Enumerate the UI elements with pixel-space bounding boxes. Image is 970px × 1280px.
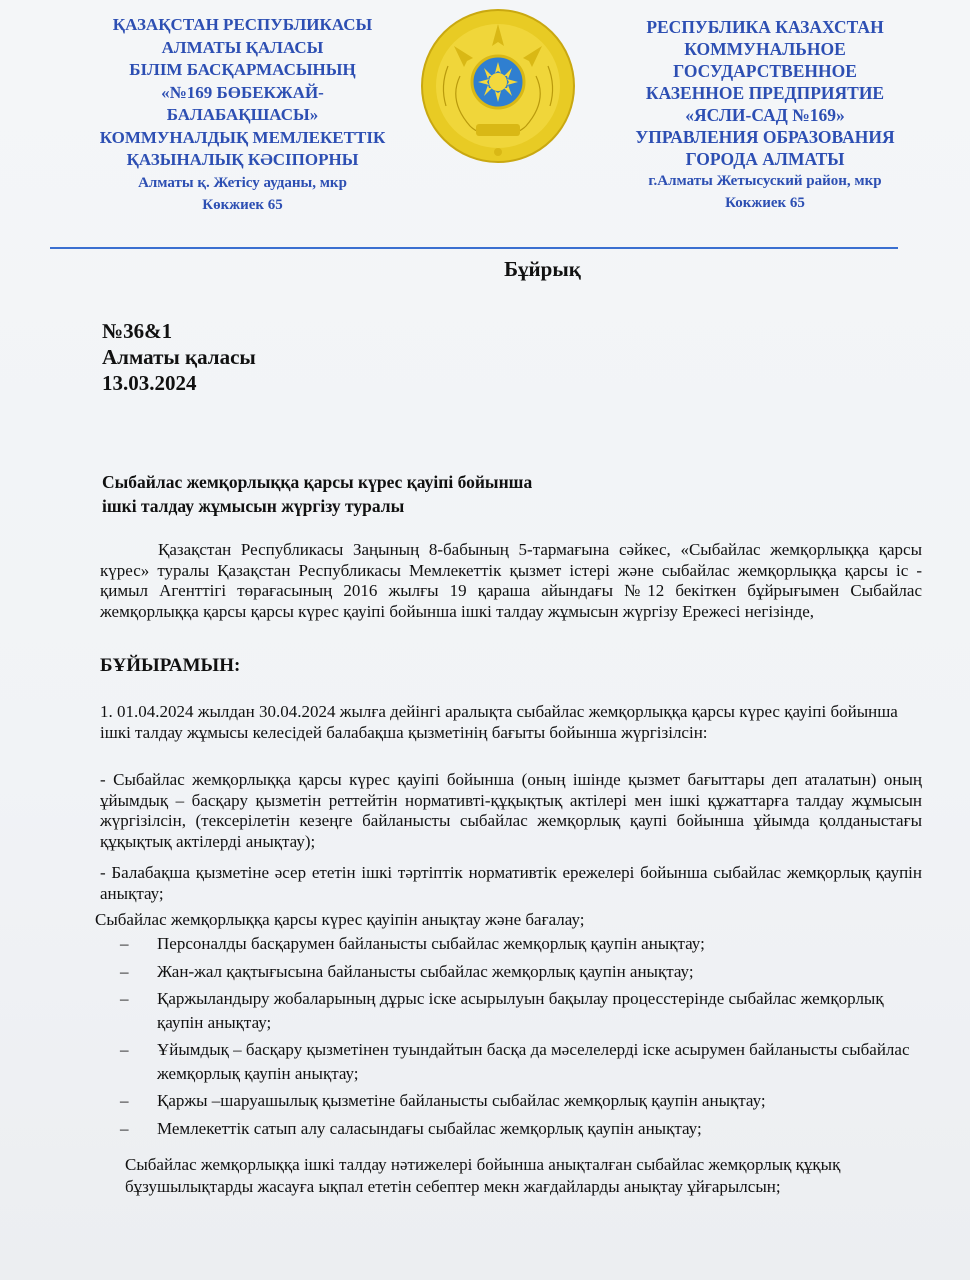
header-line: ҚАЗЫНАЛЫҚ КӘСІПОРНЫ: [126, 150, 359, 169]
order-meta: [102, 318, 256, 396]
order-subject: [102, 470, 662, 518]
header-left-kazakh: [75, 14, 410, 216]
list-item: [120, 1117, 930, 1141]
header-line: УПРАВЛЕНИЯ ОБРАЗОВАНИЯ: [635, 127, 895, 147]
dash-bullet: –: [120, 1040, 129, 1059]
list-item: [120, 1089, 930, 1113]
final-paragraph: Сыбайлас жемқорлыққа ішкі талдау нәтижелері бойынша анықталған сыбайлас жемқорлық құқық бұзушылықтарды жасауға ықпал ететін себептер мекн жағдайларды анықтау ұйғарылсын;: [125, 1155, 841, 1196]
list-item: [120, 1038, 930, 1085]
header-divider: [50, 247, 898, 249]
header-address-line: г.Алматы Жетысуский район, мкр: [648, 173, 882, 189]
direction-item: - Балабақша қызметіне әсер ететін ішкі тәртіптік нормативтік ережелері бойынша сыбайлас жемқорлық қаупін анықтау;: [100, 863, 922, 903]
header-line: «ЯСЛИ-САД №169»: [685, 105, 845, 125]
order-number: №36&1: [102, 319, 173, 343]
header-line: КОММУНАЛДЫҚ МЕМЛЕКЕТТІК: [99, 127, 386, 147]
dash-bullet: –: [120, 961, 129, 981]
subject-line: ішкі талдау жұмысын жүргізу туралы: [102, 496, 405, 516]
direction-item: - Сыбайлас жемқорлыққа қарсы күрес қауіпі бойынша (оның ішінде қызмет бағыттары деп аталатын) оның ұйымдық – басқару қызметін реттейтін нормативті-құқықтық актілері мен ішкі құжаттарға талдау жұмысын жүргізілсін, (тексерілетін кезеңге байланысты сыбайлас жемқорлық қаупі бойынша ұйымда қолданыстағы құқықтық актілерді анықтау);: [100, 770, 922, 851]
order-date: 13.03.2024: [102, 371, 197, 395]
list-item: [120, 987, 930, 1034]
point-1-paragraph: 1. 01.04.2024 жылдан 30.04.2024 жылға дейінгі аралықта сыбайлас жемқорлыққа қарсы күрес қауіпі бойынша ішкі талдау жұмысы келесідей балабақша қызметінің бағыты бойынша жүргізілсін:: [100, 702, 898, 742]
risk-assessment-line: Сыбайлас жемқорлыққа қарсы күрес қауіпін анықтау және бағалау;: [95, 910, 585, 929]
header-address-line: Кокжиек 65: [725, 195, 805, 211]
intro-paragraph: Қазақстан Республикасы Заңының 8-бабының 5-тармағына сәйкес, «Сыбайлас жемқорлыққа қарсы күрес» туралы Қазақстан Республикасы Мемлекеттік қызмет істері және сыбайлас жемқорлыққа қарсы іс - қимыл Агенттігі төрағасының 2016 жылғы 19 қараша айындағы №12 бекіткен бұйрығымен Сыбайлас жемқорлыққа қарсы қарсы күрес қауіпі бойынша ішкі талдау жұмысын жүргізу Ережесі негізінде,: [100, 540, 922, 621]
header-line: РЕСПУБЛИКА КАЗАХСТАН: [646, 17, 884, 37]
list-item: [120, 960, 930, 984]
dash-bullet: –: [120, 1091, 129, 1110]
order-heading: БҰЙЫРАМЫН:: [100, 655, 241, 676]
header-line: ГОРОДА АЛМАТЫ: [685, 149, 845, 169]
risk-list: [120, 932, 930, 1144]
list-item-text: Қаржыландыру жобаларының дұрыс іске асырылуын бақылау процесстерінде сыбайлас жемқорлық қаупін анықтау;: [157, 989, 884, 1032]
kazakhstan-state-emblem-icon: [418, 6, 578, 166]
header-address-line: Көкжиек 65: [202, 196, 283, 213]
dash-bullet: –: [120, 934, 129, 953]
header-line: «№169 БӨБЕКЖАЙ-: [161, 82, 324, 102]
dash-bullet: –: [120, 989, 129, 1008]
header-line: КАЗЕННОЕ ПРЕДПРИЯТИЕ: [645, 83, 885, 103]
list-item-text: Персоналды басқарумен байланысты сыбайлас жемқорлық қаупін анықтау;: [157, 934, 705, 953]
header-line: АЛМАТЫ ҚАЛАСЫ: [161, 37, 324, 57]
subject-line: Сыбайлас жемқорлыққа қарсы күрес қауіпі бойынша: [102, 472, 533, 492]
header-address-line: Алматы қ. Жетісу ауданы, мкр: [138, 174, 347, 191]
header-line: КОММУНАЛЬНОЕ: [684, 39, 846, 59]
list-item: [120, 932, 930, 956]
header-right-russian: [595, 16, 935, 214]
list-item-text: Жан-жал қақтығысына байланысты сыбайлас жемқорлық қаупін анықтау;: [157, 961, 694, 981]
list-item-text: Ұйымдық – басқару қызметінен туындайтын басқа да мәселелерді іске асырумен байланысты сыбайлас жемқорлық қаупін анықтау;: [157, 1040, 910, 1083]
list-item-text: Қаржы –шаруашылық қызметіне байланысты сыбайлас жемқорлық қаупін анықтау;: [157, 1091, 766, 1110]
header-line: ҚАЗАҚСТАН РЕСПУБЛИКАСЫ: [112, 15, 373, 34]
order-city: Алматы қаласы: [102, 345, 256, 369]
header-line: БІЛІМ БАСҚАРМАСЫНЫҢ: [129, 60, 356, 79]
header-line: БАЛАБАҚШАСЫ»: [166, 105, 319, 124]
dash-bullet: –: [120, 1118, 129, 1138]
header-line: ГОСУДАРСТВЕННОЕ: [673, 61, 857, 81]
document-title: Бұйрық: [504, 257, 581, 281]
list-item-text: Мемлекеттік сатып алу саласындағы сыбайлас жемқорлық қаупін анықтау;: [157, 1118, 702, 1138]
